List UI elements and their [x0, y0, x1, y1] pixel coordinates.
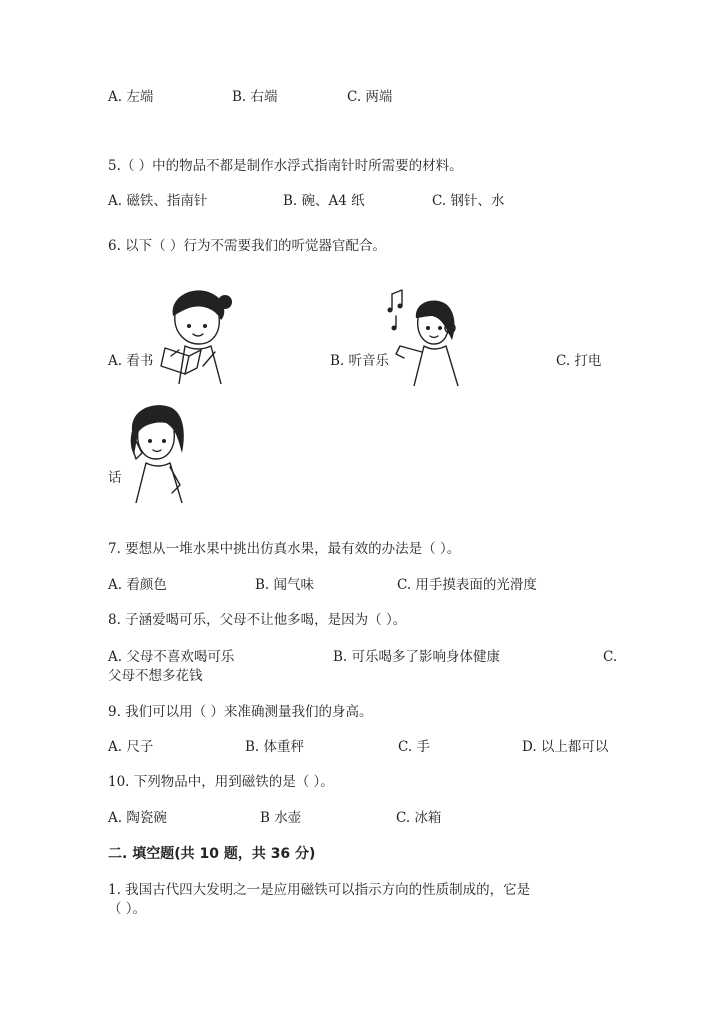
q9-option-b: B. 体重秤: [245, 739, 305, 755]
girl-listening-music-illustration: [384, 288, 464, 386]
q10-option-c: C. 冰箱: [396, 810, 442, 826]
q7-option-c: C. 用手摸表面的光滑度: [397, 577, 537, 593]
q6-option-c: C. 打电: [556, 353, 602, 369]
q4-option-b: B. 右端: [232, 89, 278, 105]
q8-option-b: B. 可乐喝多了影响身体健康: [333, 649, 501, 665]
q10-option-a: A. 陶瓷碗: [108, 810, 167, 826]
q9-option-c: C. 手: [398, 739, 430, 755]
girl-phone-call-illustration: [126, 403, 190, 503]
q8-option-c-label: C.: [603, 649, 618, 665]
q8-stem: 8. 子涵爱喝可乐，父母不让他多喝，是因为（ ）。: [108, 612, 407, 628]
q9-stem: 9. 我们可以用（ ）来准确测量我们的身高。: [108, 704, 373, 720]
q7-stem: 7. 要想从一堆水果中挑出仿真水果，最有效的办法是（ ）。: [108, 541, 461, 557]
q10-option-b: B 水壶: [260, 810, 302, 826]
q10-stem: 10. 下列物品中，用到磁铁的是（ ）。: [108, 774, 334, 790]
q9-option-a: A. 尺子: [108, 739, 154, 755]
q8-option-a: A. 父母不喜欢喝可乐: [108, 649, 235, 665]
q5-stem: 5.（ ）中的物品不都是制作水浮式指南针时所需要的材料。: [108, 158, 463, 174]
q8-option-c-text: 父母不想多花钱: [108, 668, 203, 684]
q4-option-c: C. 两端: [347, 89, 393, 105]
q5-option-a: A. 磁铁、指南针: [108, 193, 208, 209]
q5-option-b: B. 碗、A4 纸: [283, 193, 365, 209]
girl-reading-illustration: [155, 286, 235, 384]
q6-option-b: B. 听音乐: [330, 353, 390, 369]
fill1-line1: 1. 我国古代四大发明之一是应用磁铁可以指示方向的性质制成的，它是: [108, 882, 531, 898]
q6-option-a: A. 看书: [108, 353, 154, 369]
q9-option-d: D. 以上都可以: [522, 739, 609, 755]
q6-option-c-continuation: 话: [108, 470, 122, 486]
q5-option-c: C. 钢针、水: [432, 193, 505, 209]
q4-option-a: A. 左端: [108, 89, 154, 105]
q7-option-b: B. 闻气味: [255, 577, 315, 593]
section-heading: 二. 填空题(共 10 题，共 36 分): [108, 846, 316, 862]
q7-option-a: A. 看颜色: [108, 577, 167, 593]
fill1-line2: （ ）。: [108, 901, 147, 917]
q6-stem: 6. 以下（ ）行为不需要我们的听觉器官配合。: [108, 238, 386, 254]
